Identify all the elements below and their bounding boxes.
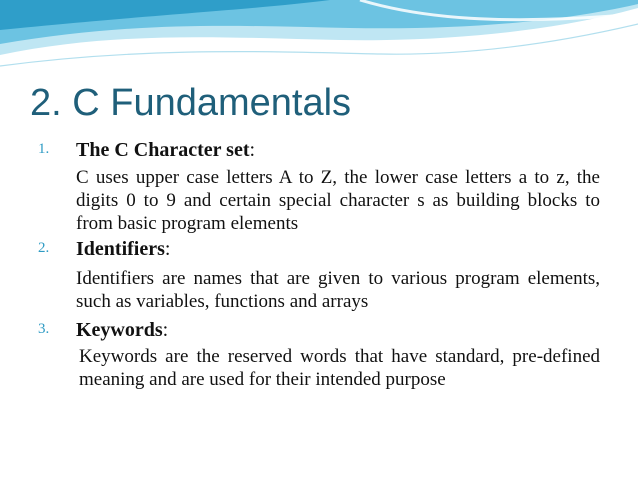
list-body: C uses upper case letters A to Z, the lower case letters a to z, the digits 0 to 9 and certain special character s as building blocks to from basic program elements — [76, 167, 600, 234]
heading-text: The C Character set — [76, 139, 250, 161]
list-number: 1. — [38, 141, 50, 157]
list-heading — [76, 139, 255, 161]
heading-colon: : — [164, 238, 171, 260]
header-wave-decoration — [0, 0, 638, 80]
list-body: Keywords are the reserved words that have standard, pre-defined meaning and are used for their intended purpose — [79, 346, 600, 390]
heading-colon: : — [249, 139, 256, 161]
list-heading — [76, 319, 168, 341]
slide-title: 2. C Fundamentals — [30, 82, 352, 124]
heading-text: Keywords — [76, 319, 163, 341]
list-body: Identifiers are names that are given to various program elements, such as variables, functions and arrays — [76, 268, 600, 312]
heading-colon: : — [162, 319, 169, 341]
heading-text: Identifiers — [76, 238, 165, 260]
list-number: 2. — [38, 240, 50, 256]
list-number: 3. — [38, 321, 50, 337]
list-heading — [76, 238, 170, 260]
